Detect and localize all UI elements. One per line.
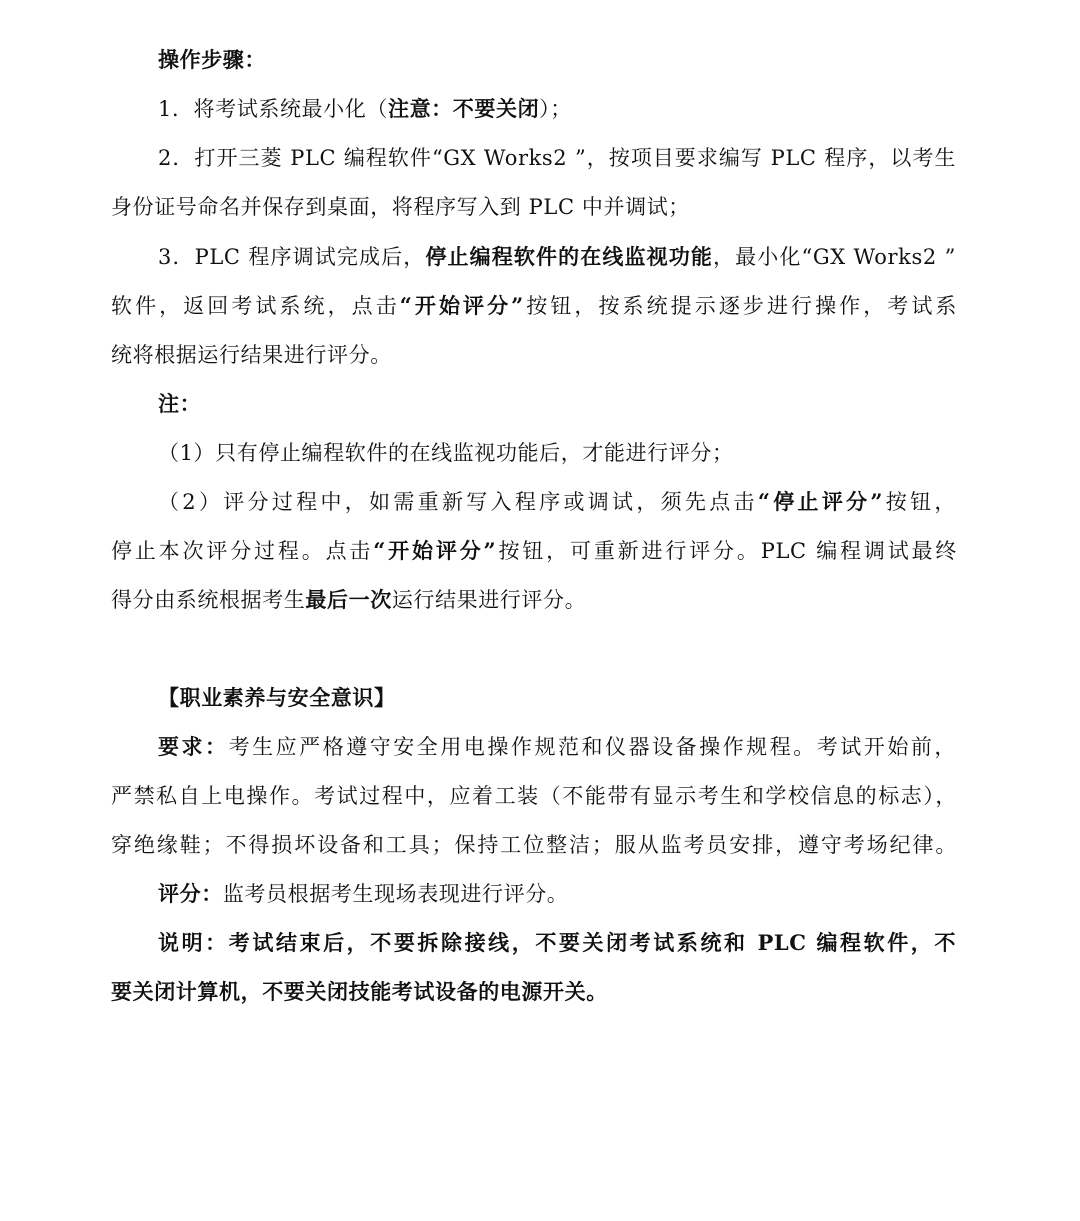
step-3-line-2 xyxy=(111,291,957,321)
step-1 xyxy=(158,94,1080,124)
note-2-bold: “停止评分” xyxy=(757,489,884,514)
step-3-text-b: ，最小化“GX Works2 ” xyxy=(712,245,956,269)
note-2-l2-text-a: 停止本次评分过程。点击 xyxy=(111,539,374,563)
scoring-line xyxy=(158,879,1080,909)
requirement-label: 要求： xyxy=(158,734,229,759)
note-2-l3-bold: 最后一次 xyxy=(305,587,392,612)
step-3-line-3: 统将根据运行结果进行评分。 xyxy=(111,343,392,367)
note-2-line-3 xyxy=(111,585,1080,615)
scoring-label: 评分： xyxy=(158,881,223,906)
note-2-l2-bold: “开始评分” xyxy=(373,538,497,563)
requirement-line-2: 严禁私自上电操作。考试过程中，应着工装（不能带有显示考生和学校信息的标志）， xyxy=(111,784,957,808)
steps-heading: 操作步骤： xyxy=(158,47,266,72)
note-2-line-2 xyxy=(111,536,957,566)
requirement-line-1 xyxy=(158,732,956,762)
scoring-text: 监考员根据考生现场表现进行评分。 xyxy=(222,882,569,906)
step-3-l2-bold: “开始评分” xyxy=(399,293,524,318)
step-1-bold: 注意：不要关闭 xyxy=(387,96,540,121)
note-2-l3-text-b: 运行结果进行评分。 xyxy=(391,588,587,612)
requirement-line-3: 穿绝缘鞋；不得损坏设备和工具；保持工位整洁；服从监考员安排，遵守考场纪律。 xyxy=(111,833,957,857)
step-1-text: 1．将考试系统最小化（ xyxy=(158,97,388,121)
note-2-l2-text-b: 按钮，可重新进行评分。PLC 编程调试最终 xyxy=(496,539,957,563)
requirement-text: 考生应严格遵守安全用电操作规范和仪器设备操作规程。考试开始前， xyxy=(228,735,956,759)
safety-heading: 【职业素养与安全意识】 xyxy=(158,685,396,710)
step-3-bold: 停止编程软件的在线监视功能 xyxy=(425,244,713,269)
note-2-text-b: 按钮， xyxy=(883,490,957,514)
step-2-line-1: 2．打开三菱 PLC 编程软件“GX Works2 ”，按项目要求编写 PLC 程序，以考生 xyxy=(158,146,956,170)
step-3-l2-text-b: 按钮，按系统提示逐步进行操作，考试系 xyxy=(523,294,957,318)
step-3-line-1 xyxy=(158,242,956,272)
explanation-line-1: 说明：考试结束后，不要拆除接线，不要关闭考试系统和 PLC 编程软件，不 xyxy=(158,930,956,955)
step-3-l2-text-a: 软件，返回考试系统，点击 xyxy=(111,294,400,318)
note-2-text-a: （2）评分过程中，如需重新写入程序或调试，须先点击 xyxy=(158,490,758,514)
step-1-end: ）； xyxy=(539,97,572,121)
note-2-line-1 xyxy=(158,487,956,517)
note-1: （1）只有停止编程软件的在线监视功能后，才能进行评分； xyxy=(158,441,734,465)
step-2-line-2: 身份证号命名并保存到桌面，将程序写入到 PLC 中并调试； xyxy=(111,195,690,219)
step-3-text-a: 3．PLC 程序调试完成后， xyxy=(158,245,426,269)
notes-heading: 注： xyxy=(158,391,202,416)
note-2-l3-text-a: 得分由系统根据考生 xyxy=(111,588,306,612)
explanation-line-2: 要关闭计算机，不要关闭技能考试设备的电源开关。 xyxy=(111,979,608,1004)
